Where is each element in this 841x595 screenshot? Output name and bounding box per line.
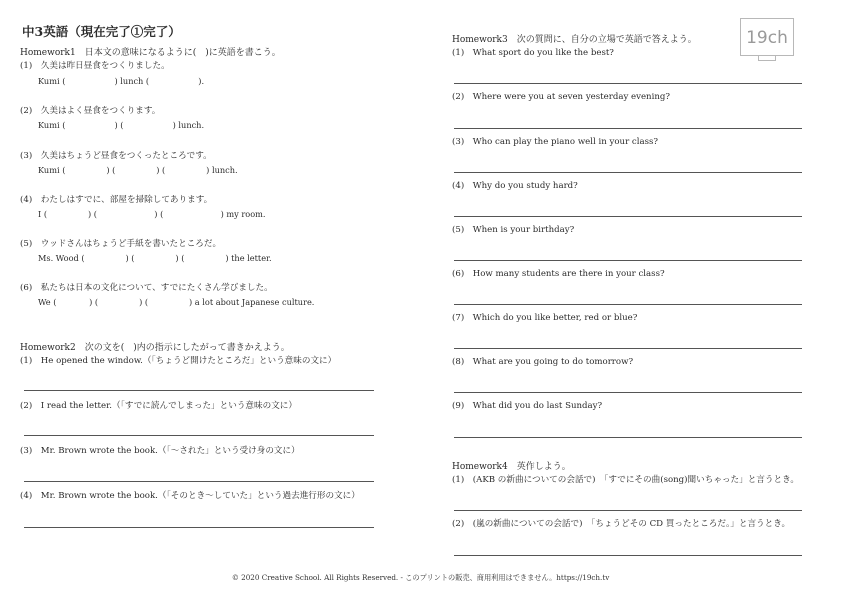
hw2-q2-answer-line — [24, 435, 374, 436]
hw3-q7: (7) Which do you like better, red or blue? — [452, 313, 638, 323]
hw3-q4: (4) Why do you study hard? — [452, 181, 578, 191]
hw1-q3-cloze: Kumi ( ) ( ) ( ) lunch. — [38, 165, 238, 175]
footer-copyright: © 2020 Creative School. All Rights Reserved. - このプリントの販売、商用利用はできません。https://19ch.tv — [231, 573, 610, 582]
hw2-q3-answer-line — [24, 481, 374, 482]
homework4-heading: Homework4 英作しよう。 — [452, 462, 571, 472]
hw1-q1-cloze: Kumi ( ) lunch ( ). — [38, 76, 205, 86]
hw2-q4: (4) Mr. Brown wrote the book.（「そのとき～していた」という過去進行形の文に） — [20, 491, 360, 501]
hw3-q2: (2) Where were you at seven yesterday evening? — [452, 92, 670, 102]
hw3-q5-answer-line — [454, 260, 802, 261]
hw3-q9: (9) What did you do last Sunday? — [452, 401, 603, 411]
hw1-q1-japanese: (1) 久美は昨日昼食をつくりました。 — [20, 61, 170, 71]
hw2-q1: (1) He opened the window.（「ちょうど開けたところだ」という意味の文に） — [20, 356, 337, 366]
hw3-q2-answer-line — [454, 128, 802, 129]
hw3-q1-answer-line — [454, 83, 802, 84]
logo-text: 19ch — [746, 28, 788, 48]
homework3-heading: Homework3 次の質問に、自分の立場で英語で答えよう。 — [452, 35, 697, 45]
hw1-q6-cloze: We ( ) ( ) ( ) a lot about Japanese culture. — [38, 297, 315, 307]
hw2-q4-answer-line — [24, 527, 374, 528]
hw3-q4-answer-line — [454, 216, 802, 217]
hw1-q4-japanese: (4) わたしはすでに、部屋を掃除してあります。 — [20, 195, 213, 205]
hw2-q1-answer-line — [24, 390, 374, 391]
hw4-q2-answer-line — [454, 555, 802, 556]
hw1-q4-cloze: I ( ) ( ) ( ) my room. — [38, 209, 266, 219]
homework1-heading: Homework1 日本文の意味になるように( )に英語を書こう。 — [20, 48, 281, 58]
hw2-q2: (2) I read the letter.（「すでに読んでしまった」という意味の文に） — [20, 401, 297, 411]
hw1-q3-japanese: (3) 久美はちょうど昼食をつくったところです。 — [20, 151, 212, 161]
hw4-q1-answer-line — [454, 510, 802, 511]
hw3-q8-answer-line — [454, 392, 802, 393]
hw3-q5: (5) When is your birthday? — [452, 225, 575, 235]
hw3-q8: (8) What are you going to do tomorrow? — [452, 357, 634, 367]
hw3-q1: (1) What sport do you like the best? — [452, 48, 614, 58]
hw3-q3: (3) Who can play the piano well in your class? — [452, 137, 659, 147]
hw1-q2-cloze: Kumi ( ) ( ) lunch. — [38, 120, 205, 130]
hw3-q6: (6) How many students are there in your class? — [452, 269, 665, 279]
hw1-q6-japanese: (6) 私たちは日本の文化について、すでにたくさん学びました。 — [20, 283, 273, 293]
hw3-q7-answer-line — [454, 348, 802, 349]
hw4-q2: (2) (嵐の新曲についての会話で) 「ちょうどその CD 買ったところだ。」と言うとき。 — [452, 519, 791, 529]
19ch-logo — [740, 18, 794, 56]
hw3-q3-answer-line — [454, 172, 802, 173]
hw2-q3: (3) Mr. Brown wrote the book.（「～された」という受け身の文に） — [20, 446, 300, 456]
homework2-heading: Homework2 次の文を( )内の指示にしたがって書きかえよう。 — [20, 343, 290, 353]
hw3-q9-answer-line — [454, 437, 802, 438]
hw1-q5-cloze: Ms. Wood ( ) ( ) ( ) the letter. — [38, 253, 272, 263]
page-title: 中3英語（現在完了①完了） — [22, 24, 181, 39]
hw3-q6-answer-line — [454, 304, 802, 305]
hw1-q5-japanese: (5) ウッドさんはちょうど手紙を書いたところだ。 — [20, 239, 222, 249]
logo-stand — [758, 56, 776, 61]
hw1-q2-japanese: (2) 久美はよく昼食をつくります。 — [20, 106, 161, 116]
hw4-q1: (1) (AKB の新曲についての会話で) 「すでにその曲(song)聞いちゃった」と言うとき。 — [452, 475, 799, 485]
